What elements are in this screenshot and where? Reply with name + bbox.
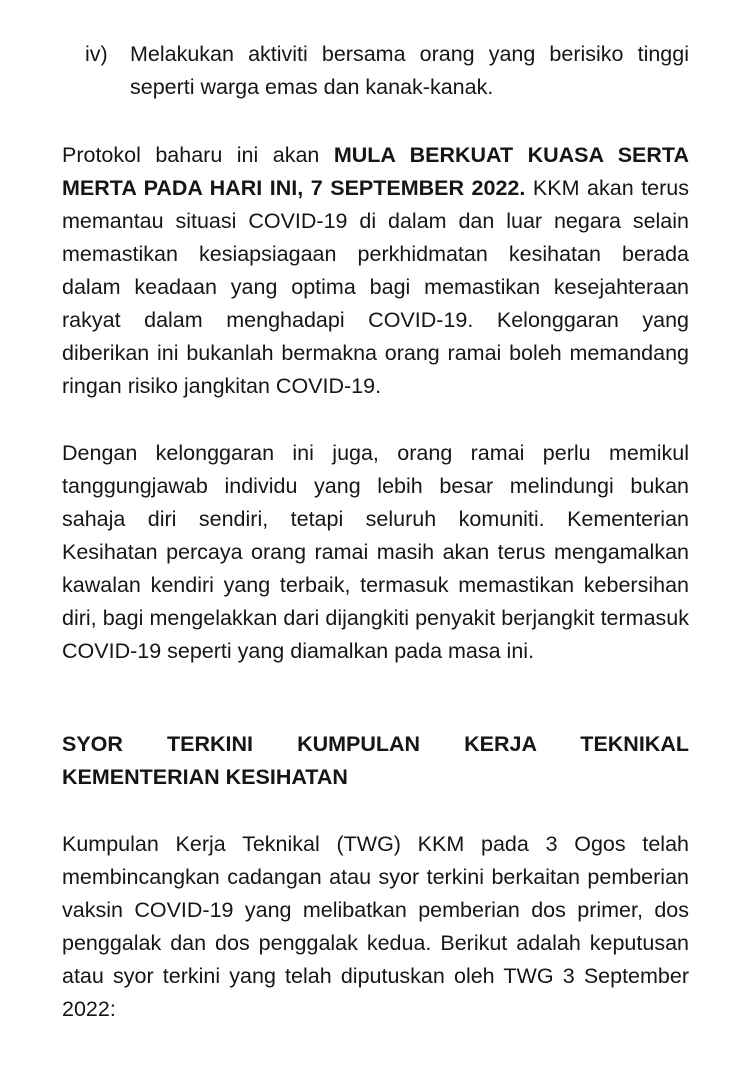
paragraph-twg: Kumpulan Kerja Teknikal (TWG) KKM pada 3 Ogos telah membincangkan cadangan atau syor terkini berkaitan pemberian vaksin COVID-19 yang melibatkan pemberian dos primer, dos penggalak dan dos penggalak kedua. Berikut adalah keputusan atau syor terkini yang telah diputuskan oleh TWG 3 September 2022:	[62, 832, 689, 1021]
paragraph-protocol	[62, 139, 689, 403]
list-item-iv	[62, 38, 689, 104]
paragraph-protocol-bold: MULA BERKUAT KUASA SERTA MERTA PADA HARI INI, 7 SEPTEMBER 2022.	[62, 143, 689, 200]
paragraph-protocol-pre: Protokol baharu ini akan	[62, 143, 334, 167]
paragraph-protocol-post: KKM akan terus memantau situasi COVID-19 di dalam dan luar negara selain memastikan kesiapsiagaan perkhidmatan kesihatan berada dalam keadaan yang optima bagi memastikan kesejahteraan rakyat dalam menghadapi COVID-19. Kelonggaran yang diberikan ini bukanlah bermakna orang ramai boleh memandang ringan risiko jangkitan COVID-19.	[62, 176, 690, 398]
section-heading: SYOR TERKINI KUMPULAN KERJA TEKNIKAL KEMENTERIAN KESIHATAN	[62, 732, 689, 789]
list-item-marker: iv)	[85, 42, 108, 66]
list-item-text: Melakukan aktiviti bersama orang yang berisiko tinggi seperti warga emas dan kanak-kanak.	[130, 42, 689, 99]
paragraph-responsibility: Dengan kelonggaran ini juga, orang ramai perlu memikul tanggungjawab individu yang lebih besar melindungi bukan sahaja diri sendiri, tetapi seluruh komuniti. Kementerian Kesihatan percaya orang ramai masih akan terus mengamalkan kawalan kendiri yang terbaik, termasuk memastikan kebersihan diri, bagi mengelakkan dari dijangkiti penyakit berjangkit termasuk COVID-19 seperti yang diamalkan pada masa ini.	[62, 441, 689, 663]
